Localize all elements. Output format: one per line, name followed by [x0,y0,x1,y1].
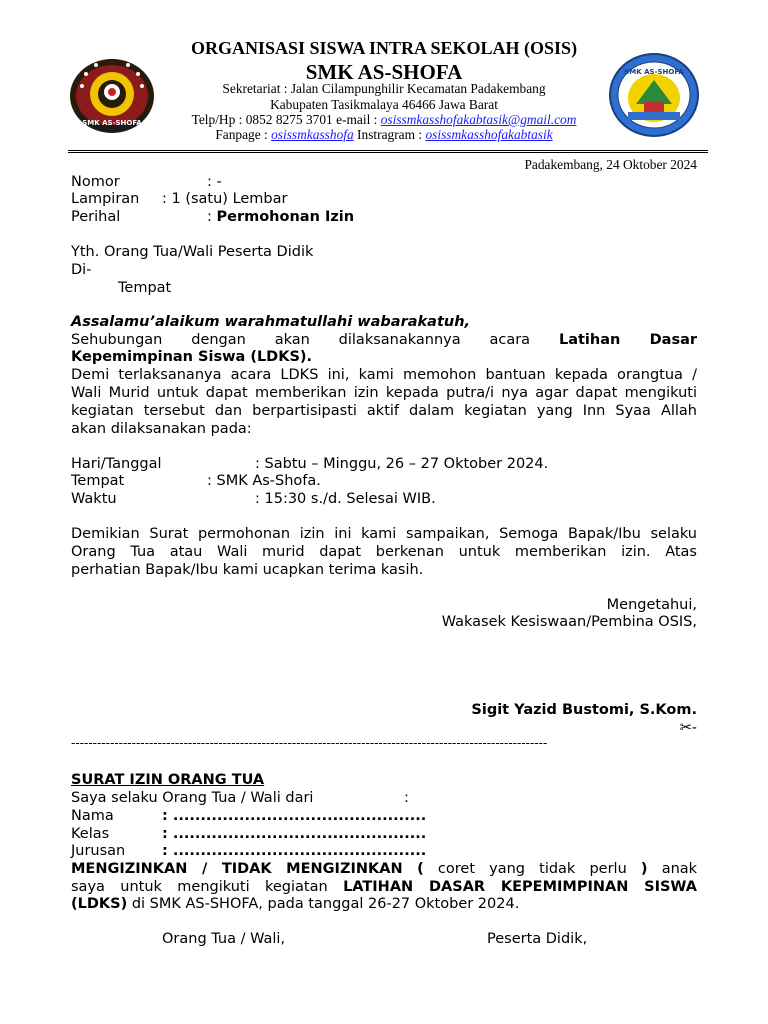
osis-logo-label: SMK AS-SHOFA [82,119,142,127]
lampiran-value: : 1 (satu) Lembar [162,191,288,207]
school-logo-label: SMK AS-SHOFA [624,68,684,76]
slip-title: SURAT IZIN ORANG TUA [71,772,265,788]
kelas-label: Kelas [71,826,110,842]
consent-note: coret yang tidak perlu [437,861,627,877]
consent-line-3 [71,896,519,912]
consent-line-1 [71,861,697,877]
address-line-1: Sekretariat : Jalan Cilampunghilir Kecamatan Padakembang [222,81,546,96]
paragraph-3-line-3: perhatian Bapak/Ibu kami ucapkan terima kasih. [71,562,424,578]
nomor-value: : - [207,174,222,190]
hari-value: : Sabtu – Minggu, 26 – 27 Oktober 2024. [255,456,549,472]
jurusan-field[interactable]: : .............................................. [162,843,427,859]
nama-field[interactable]: : .............................................. [162,808,427,824]
address-line-2: Kabupaten Tasikmalaya 46466 Jawa Barat [270,97,498,112]
paragraph-2-line-1: Demi terlaksananya acara LDKS ini, kami memohon bantuan kepada orangtua / [71,367,697,383]
consent-close: ) [640,861,648,877]
perihal-label: Perihal [71,209,121,225]
sign-line-2: Wakasek Kesiswaan/Pembina OSIS, [441,614,697,630]
school-name: SMK AS-SHOFA [305,60,463,84]
consent2-event: LATIHAN DASAR KEPEMIMPINAN SISWA [343,879,697,895]
addressee-line-2: Di- [71,262,92,278]
place-date: Padakembang, 24 Oktober 2024 [524,157,697,172]
slip-intro-colon: : [404,790,409,806]
perihal-colon: : [207,209,217,225]
sign-line-1: Mengetahui, [606,597,697,613]
paragraph-3-line-1: Demikian Surat permohonan izin ini kami sampaikan, Semoga Bapak/Ibu selaku [71,526,697,542]
phone-text: Telp/Hp : 0852 8275 3701 e-mail : [191,112,381,127]
paragraph-3-line-2: Orang Tua atau Wali murid dapat berkenan untuk memberikan izin. Atas [71,544,697,560]
kelas-field[interactable]: : .............................................. [162,826,427,842]
consent3-text: di SMK AS-SHOFA, pada tanggal 26-27 Oktober 2024. [127,896,520,912]
consent2-text: saya untuk mengikuti kegiatan [71,879,328,895]
hari-label: Hari/Tanggal [71,456,162,472]
sign-parent: Orang Tua / Wali, [162,931,286,947]
signer-name: Sigit Yazid Bustomi, S.Kom. [471,702,697,718]
nama-label: Nama [71,808,114,824]
p1-text: Sehubungan dengan akan dilaksanakannya acara [71,332,531,348]
fanpage-label: Fanpage : [215,127,272,142]
paragraph-2-line-3: kegiatan tersebut dan berpartisipasti aktif dalam kegiatan yang Inn Syaa Allah [71,403,697,419]
header-rule [68,150,708,155]
scissors-icon: ✂- [679,720,697,736]
paragraph-2-line-2: Wali Murid untuk dapat memberikan izin kepada putra/i nya agar dapat mengikuti [71,385,697,401]
perihal-text: Permohonan Izin [216,209,355,225]
fanpage-link[interactable]: osissmkasshofa [271,127,354,142]
sign-student: Peserta Didik, [487,931,588,947]
waktu-label: Waktu [71,491,117,507]
waktu-value: : 15:30 s./d. Selesai WIB. [255,491,436,507]
p1-event-name: Latihan Dasar [558,332,698,348]
email-link[interactable]: osissmkasshofakabtasik@gmail.com [380,112,577,127]
paragraph-1-line-2: Kepemimpinan Siswa (LDKS). [71,349,313,365]
instagram-link[interactable]: osissmkasshofakabtasik [425,127,553,142]
cut-line: -------------------------------------------------------------------------------------------------------------- [71,736,548,750]
paragraph-1-line-1 [71,332,697,348]
lampiran-label: Lampiran [71,191,140,207]
slip-intro: Saya selaku Orang Tua / Wali dari [71,790,314,806]
paragraph-2-line-4: akan dilaksanakan pada: [71,421,252,437]
greeting: Assalamu’alaikum warahmatullahi wabarakatuh, [71,314,471,330]
nomor-label: Nomor [71,174,120,190]
addressee-line-3: Tempat [118,280,172,296]
consent-line-2 [71,879,697,895]
org-name: ORGANISASI SISWA INTRA SEKOLAH (OSIS) [190,38,578,58]
consent3-ldks: (LDKS) [71,896,128,912]
perihal-value [207,209,354,225]
consent-choice[interactable]: MENGIZINKAN / TIDAK MENGIZINKAN ( [71,861,424,877]
social-line [0,127,768,143]
instagram-label: Instragram : [353,127,426,142]
contact-line [0,112,768,128]
tempat-value: : SMK As-Shofa. [207,473,321,489]
tempat-label: Tempat [71,473,125,489]
jurusan-label: Jurusan [71,843,126,859]
addressee-line-1: Yth. Orang Tua/Wali Peserta Didik [71,244,314,260]
consent-anak: anak [661,861,698,877]
